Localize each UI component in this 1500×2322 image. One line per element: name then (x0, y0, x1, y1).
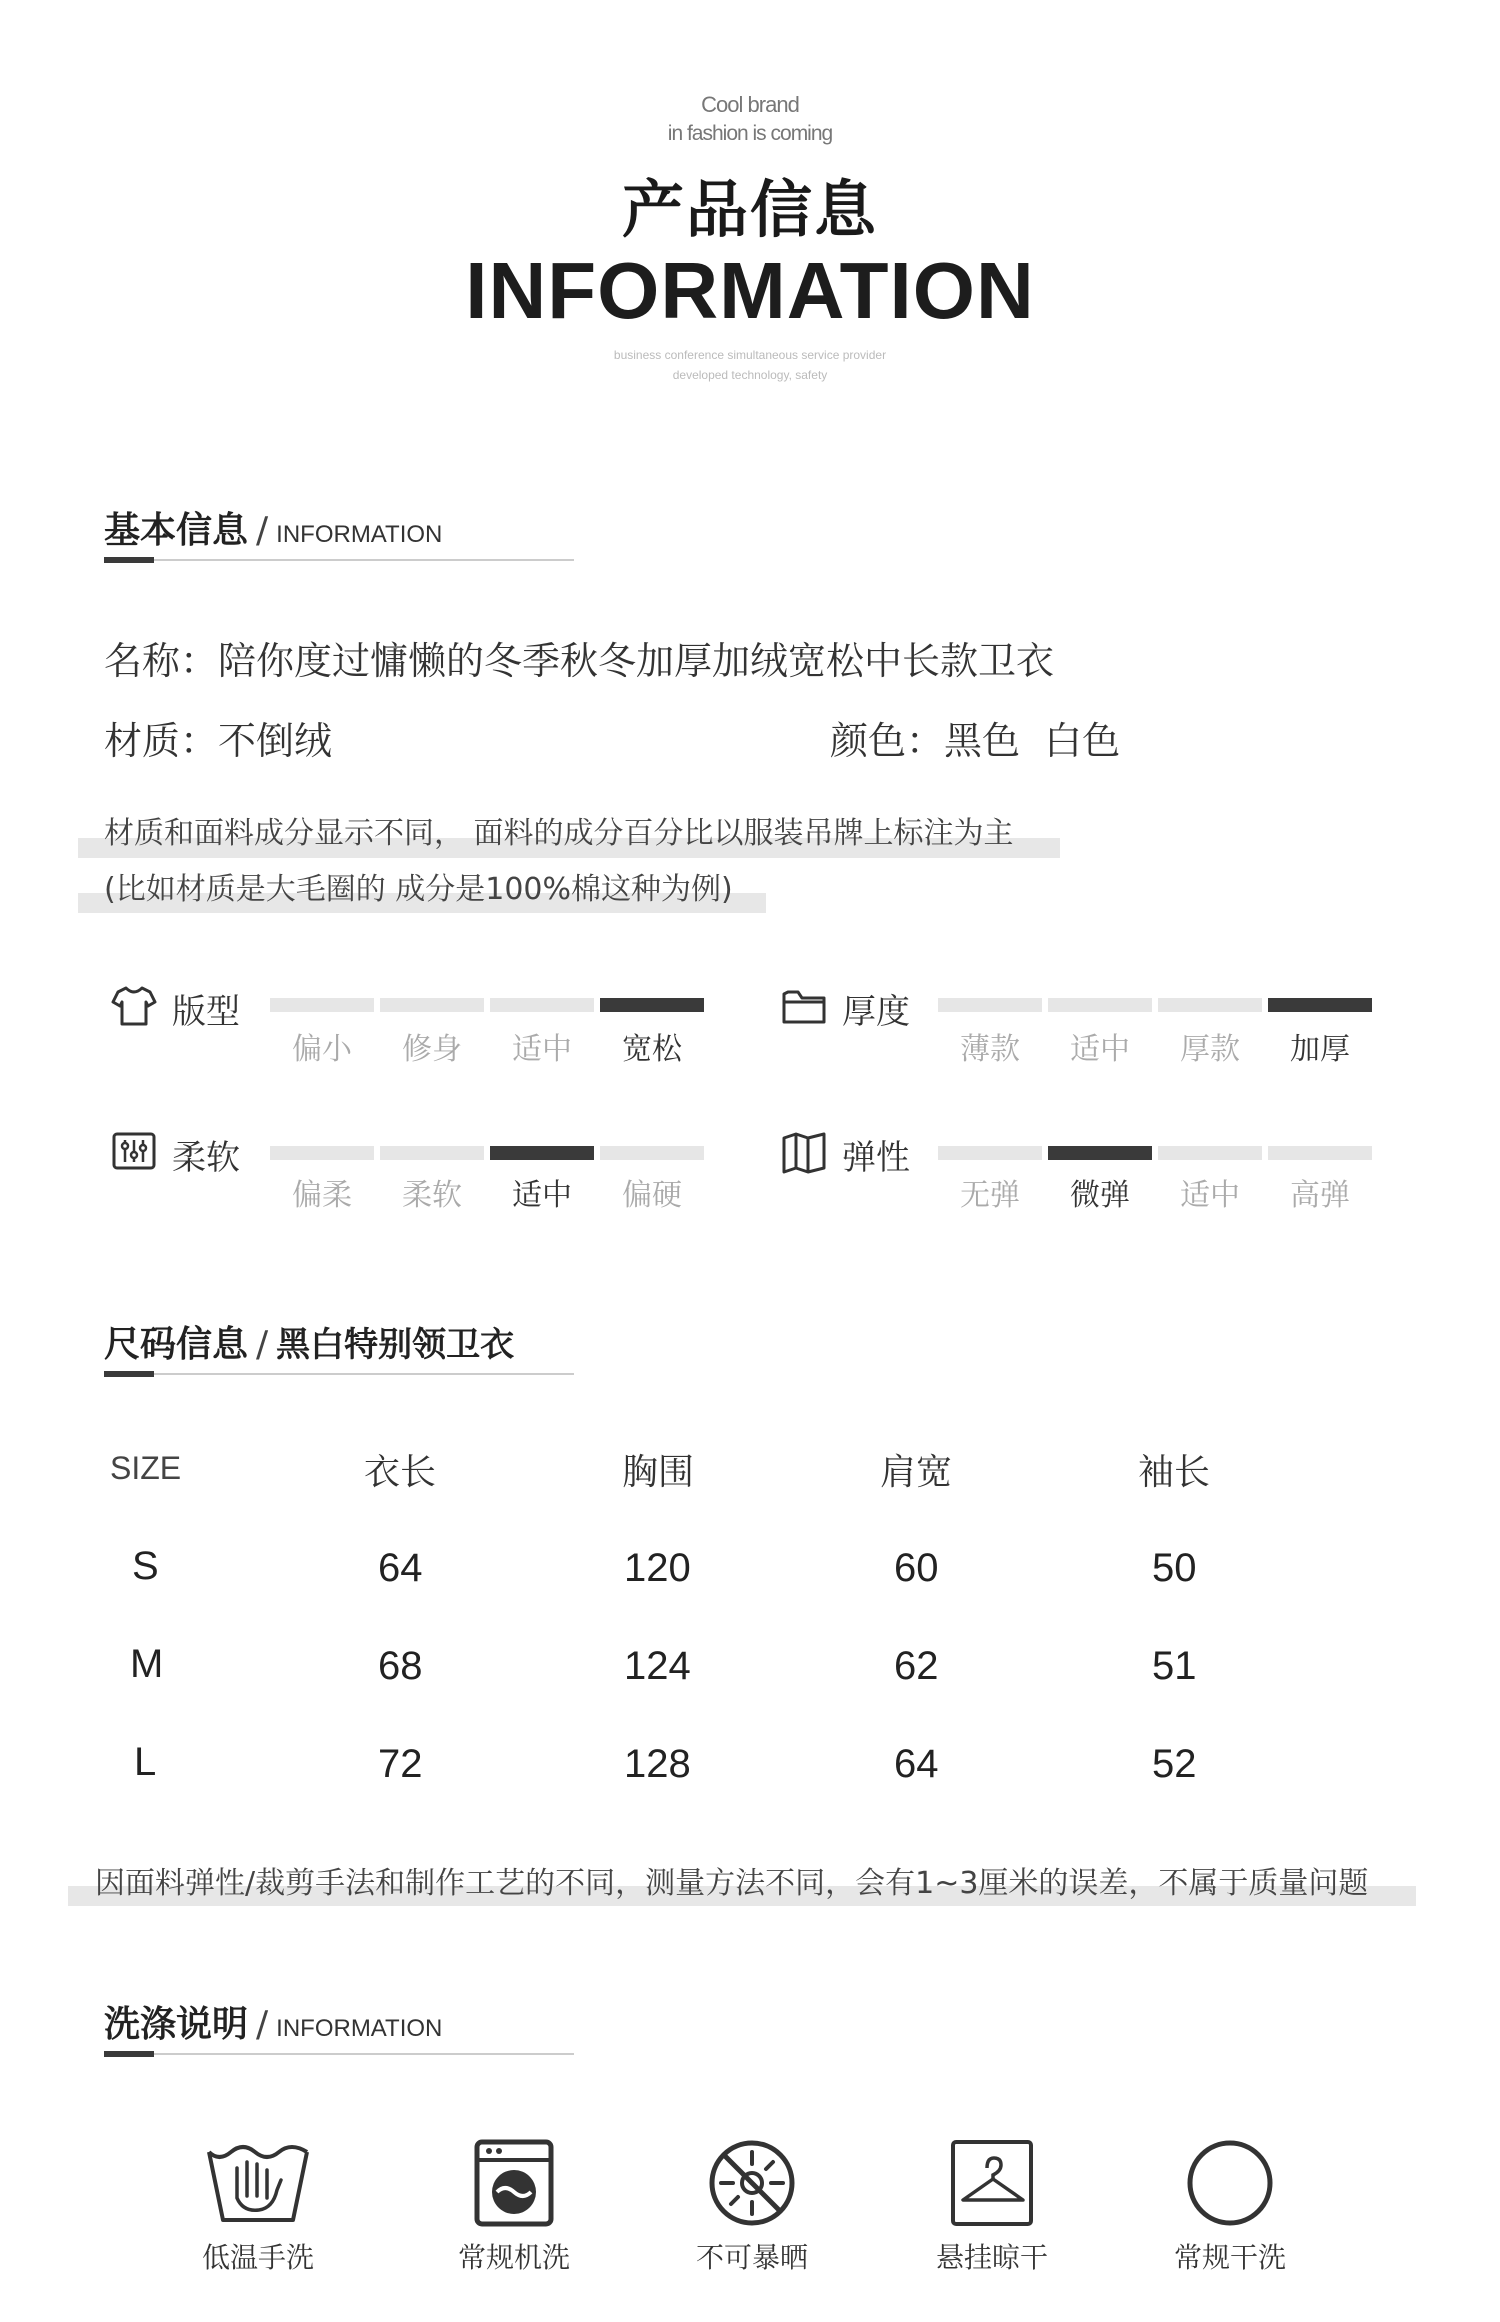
heading-underline (104, 2053, 574, 2055)
attr-softness-opt-3: 适中 (512, 1178, 572, 1213)
page-title-cn: 产品信息 (621, 173, 878, 246)
care-item-no-sun (662, 2138, 842, 2276)
care-heading: 洗涤说明 / INFORMATION (104, 1996, 574, 2056)
hand-wash-icon (203, 2138, 313, 2228)
attr-elasticity-opt-1: 无弹 (960, 1178, 1020, 1213)
table-cell: 68 (378, 1644, 423, 1688)
attr-elasticity-opt-4: 高弹 (1290, 1178, 1350, 1213)
brand-line-1: Cool brand (701, 92, 799, 117)
attr-softness-seg-3-selected (490, 1146, 594, 1160)
hanger-dry-icon (947, 2138, 1037, 2228)
material-note-2: (比如材质是大毛圈的 成分是100%棉这种为例) (104, 872, 733, 907)
table-cell: 120 (624, 1546, 691, 1590)
size-col-header-length: 衣长 (364, 1452, 437, 1493)
attr-elasticity (780, 1128, 828, 1180)
basic-info-heading: 基本信息 / INFORMATION (104, 502, 574, 562)
table-cell: 62 (894, 1644, 939, 1688)
attr-fit-opt-1: 偏小 (292, 1032, 352, 1067)
attr-thickness-opt-4: 加厚 (1290, 1032, 1350, 1067)
product-material: 材质：不倒绒 (104, 719, 333, 763)
basic-info-heading-en: INFORMATION (276, 521, 443, 548)
attr-thickness-opt-1: 薄款 (960, 1032, 1020, 1067)
attr-thickness (780, 982, 828, 1034)
washing-machine-icon (469, 2138, 559, 2228)
table-cell: 60 (894, 1546, 939, 1590)
attr-softness-label: 柔软 (172, 1138, 240, 1178)
attr-softness-opt-4: 偏硬 (622, 1178, 682, 1213)
size-info-heading-cn: 尺码信息 (104, 1324, 249, 1365)
size-col-header-size: SIZE (110, 1450, 182, 1486)
attr-thickness-seg-1 (938, 998, 1042, 1012)
attr-softness-opt-2: 柔软 (402, 1178, 462, 1213)
care-label-hand-wash: 低温手洗 (201, 2241, 314, 2274)
tagline-2: developed technology, safety (672, 368, 828, 382)
attr-thickness-seg-2 (1048, 998, 1152, 1012)
table-cell: 128 (624, 1742, 691, 1786)
attr-fit-seg-1 (270, 998, 374, 1012)
attr-elasticity-seg-2-selected (1048, 1146, 1152, 1160)
attr-elasticity-opt-3: 适中 (1180, 1178, 1240, 1213)
attr-fit-seg-4-selected (600, 998, 704, 1012)
basic-info-heading-cn: 基本信息 (104, 510, 249, 551)
heading-underline (104, 559, 574, 561)
attr-elasticity-seg-1 (938, 1146, 1042, 1160)
table-cell: 124 (624, 1644, 691, 1688)
heading-underline (104, 1373, 574, 1375)
table-cell: 64 (378, 1546, 423, 1590)
table-cell-size: L (134, 1740, 157, 1784)
size-info-heading-sub: 黑白特别领卫衣 (276, 1325, 515, 1365)
tagline-1: business conference simultaneous service provider (613, 348, 887, 362)
care-label-no-sun: 不可暴晒 (695, 2241, 808, 2274)
attr-thickness-label: 厚度 (842, 992, 910, 1032)
heading-accent-bar (104, 1371, 154, 1377)
attr-softness-seg-4 (600, 1146, 704, 1160)
page-title-en: INFORMATION (465, 246, 1035, 335)
table-cell: 64 (894, 1742, 939, 1786)
care-label-dry-clean: 常规干洗 (1173, 2241, 1286, 2274)
attr-elasticity-label: 弹性 (842, 1138, 910, 1178)
table-cell: 50 (1152, 1546, 1197, 1590)
attr-softness-seg-2 (380, 1146, 484, 1160)
table-cell: 52 (1152, 1742, 1197, 1786)
table-cell-size: S (132, 1544, 159, 1588)
attr-softness-opt-1: 偏柔 (292, 1178, 352, 1213)
size-col-header-chest: 胸围 (622, 1452, 695, 1493)
attr-thickness-opt-2: 适中 (1070, 1032, 1130, 1067)
attr-fit-seg-2 (380, 998, 484, 1012)
no-sun-icon (707, 2138, 797, 2228)
heading-accent-bar (104, 557, 154, 563)
sliders-icon (110, 1128, 158, 1176)
table-cell: 72 (378, 1742, 423, 1786)
attr-fit-label: 版型 (172, 992, 240, 1032)
brand-line-2: in fashion is coming (667, 122, 833, 145)
material-note-1: 材质和面料成分显示不同， 面料的成分百分比以服装吊牌上标注为主 (104, 816, 1014, 851)
attr-softness (110, 1128, 158, 1180)
attr-thickness-seg-4-selected (1268, 998, 1372, 1012)
attr-fit-opt-2: 修身 (402, 1032, 462, 1067)
care-heading-en: INFORMATION (276, 2015, 443, 2042)
table-cell-size: M (130, 1642, 164, 1686)
attr-elasticity-opt-2: 微弹 (1070, 1178, 1130, 1213)
attr-fit-seg-3 (490, 998, 594, 1012)
care-label-machine-wash: 常规机洗 (457, 2241, 570, 2274)
attr-elasticity-seg-4 (1268, 1146, 1372, 1160)
size-disclaimer: 因面料弹性/裁剪手法和制作工艺的不同，测量方法不同，会有1~3厘米的误差，不属于质量问题 (95, 1866, 1369, 1901)
attr-thickness-opt-3: 厚款 (1180, 1032, 1240, 1067)
attr-fit-opt-3: 适中 (512, 1032, 572, 1067)
size-col-header-sleeve: 袖长 (1138, 1452, 1211, 1493)
product-color: 颜色：黑色 白色 (830, 719, 1121, 763)
size-info-heading: 尺码信息 / 黑白特别领卫衣 (104, 1316, 574, 1376)
attr-softness-seg-1 (270, 1146, 374, 1160)
attr-fit-opt-4: 宽松 (622, 1032, 682, 1067)
care-label-hang-dry: 悬挂晾干 (935, 2241, 1048, 2274)
attr-fit (110, 982, 158, 1034)
care-heading-cn: 洗涤说明 (104, 2004, 249, 2045)
heading-accent-bar (104, 2051, 154, 2057)
size-col-header-shoulder: 肩宽 (880, 1452, 953, 1493)
folder-icon (780, 982, 828, 1030)
care-item-hand-wash (168, 2138, 348, 2276)
attr-thickness-seg-3 (1158, 998, 1262, 1012)
care-item-machine-wash (424, 2138, 604, 2276)
attr-elasticity-seg-3 (1158, 1146, 1262, 1160)
table-cell: 51 (1152, 1644, 1197, 1688)
tshirt-icon (110, 982, 158, 1030)
map-fold-icon (780, 1128, 828, 1176)
dry-clean-icon (1185, 2138, 1275, 2228)
product-name: 名称：陪你度过慵懒的冬季秋冬加厚加绒宽松中长款卫衣 (104, 639, 1055, 683)
care-item-dry-clean (1140, 2138, 1320, 2276)
care-item-hang-dry (902, 2138, 1082, 2276)
